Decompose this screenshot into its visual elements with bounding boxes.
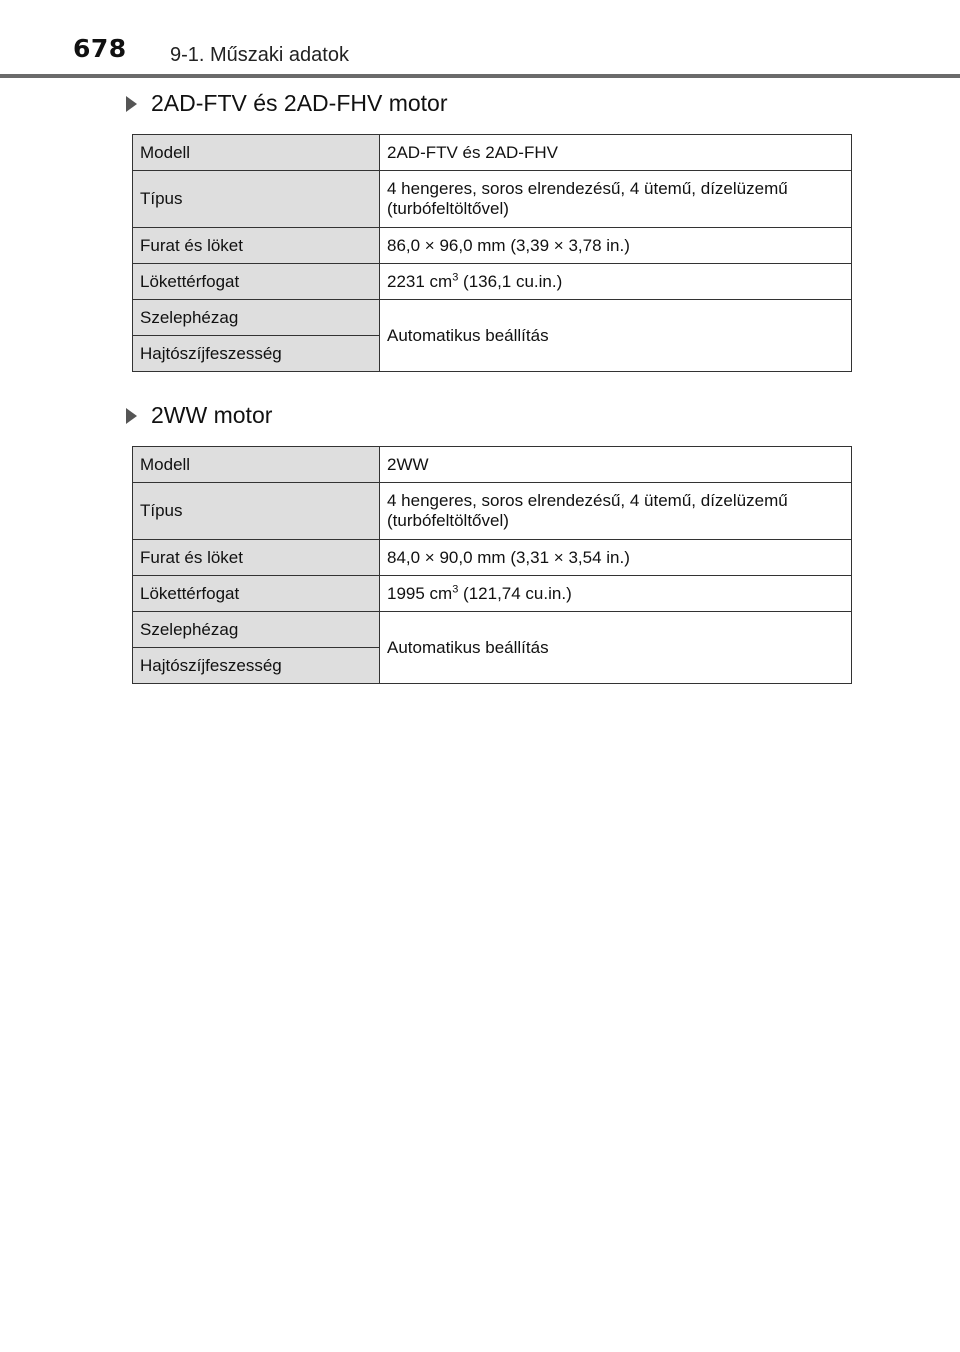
valve-clearance-label: Szelephézag bbox=[133, 612, 380, 648]
table-row bbox=[133, 447, 852, 483]
valve-clearance-label: Szelephézag bbox=[133, 300, 380, 336]
type-value-line2: (turbófeltöltővel) bbox=[387, 511, 509, 530]
displacement-value bbox=[380, 576, 852, 612]
type-value-line2: (turbófeltöltővel) bbox=[387, 199, 509, 218]
type-label: Típus bbox=[133, 483, 380, 540]
displacement-number: 1995 cm bbox=[387, 583, 453, 603]
spec-table-2ww bbox=[132, 446, 852, 684]
belt-tension-label: Hajtószíjfeszesség bbox=[133, 648, 380, 684]
table-row bbox=[133, 228, 852, 264]
section-heading-text: 2AD-FTV és 2AD-FHV motor bbox=[151, 90, 448, 116]
bore-stroke-label: Furat és löket bbox=[133, 540, 380, 576]
spec-table-2ad bbox=[132, 134, 852, 372]
table-row bbox=[133, 135, 852, 171]
table-row bbox=[133, 483, 852, 540]
bore-stroke-label: Furat és löket bbox=[133, 228, 380, 264]
type-value bbox=[380, 171, 852, 228]
displacement-imperial: (136,1 cu.in.) bbox=[458, 271, 563, 291]
table-row bbox=[133, 300, 852, 336]
model-value: 2AD-FTV és 2AD-FHV bbox=[380, 135, 852, 171]
displacement-superscript: 3 bbox=[452, 582, 459, 595]
auto-adjust-value: Automatikus beállítás bbox=[380, 300, 852, 372]
section-heading-2ww bbox=[126, 402, 272, 429]
auto-adjust-value: Automatikus beállítás bbox=[380, 612, 852, 684]
page-number: 678 bbox=[73, 34, 127, 63]
chapter-title: 9-1. Műszaki adatok bbox=[170, 44, 349, 66]
type-label: Típus bbox=[133, 171, 380, 228]
header-divider bbox=[0, 74, 960, 78]
table-row bbox=[133, 540, 852, 576]
triangle-bullet-icon bbox=[126, 96, 137, 112]
model-label: Modell bbox=[133, 135, 380, 171]
displacement-value bbox=[380, 264, 852, 300]
table-row bbox=[133, 576, 852, 612]
displacement-label: Lökettérfogat bbox=[133, 576, 380, 612]
section-heading-2ad bbox=[126, 90, 448, 117]
type-value-line1: 4 hengeres, soros elrendezésű, 4 ütemű, dízelüzemű bbox=[387, 179, 788, 198]
model-value: 2WW bbox=[380, 447, 852, 483]
bore-stroke-value: 84,0 × 90,0 mm (3,31 × 3,54 in.) bbox=[380, 540, 852, 576]
table-row bbox=[133, 264, 852, 300]
displacement-label: Lökettérfogat bbox=[133, 264, 380, 300]
type-value bbox=[380, 483, 852, 540]
model-label: Modell bbox=[133, 447, 380, 483]
displacement-number: 2231 cm bbox=[387, 271, 453, 291]
triangle-bullet-icon bbox=[126, 408, 137, 424]
displacement-superscript: 3 bbox=[452, 270, 459, 283]
table-row bbox=[133, 612, 852, 648]
section-heading-text: 2WW motor bbox=[151, 402, 273, 428]
bore-stroke-value: 86,0 × 96,0 mm (3,39 × 3,78 in.) bbox=[380, 228, 852, 264]
displacement-imperial: (121,74 cu.in.) bbox=[458, 583, 572, 603]
type-value-line1: 4 hengeres, soros elrendezésű, 4 ütemű, dízelüzemű bbox=[387, 491, 788, 510]
table-row bbox=[133, 171, 852, 228]
belt-tension-label: Hajtószíjfeszesség bbox=[133, 336, 380, 372]
